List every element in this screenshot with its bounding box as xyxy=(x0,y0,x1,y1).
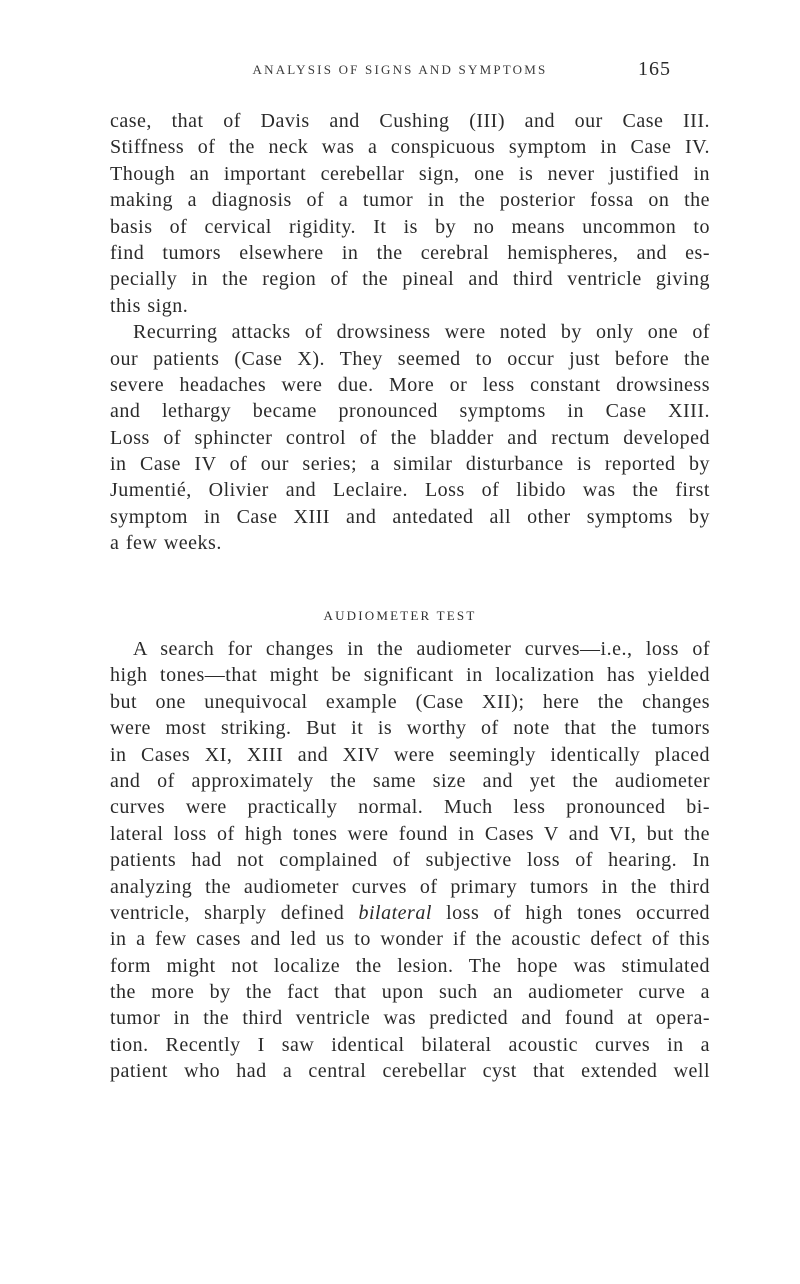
text-line: basis of cervical rigidity. It is by no means uncommon to xyxy=(110,215,710,238)
paragraph xyxy=(110,319,710,557)
text-line: and of approximately the same size and yet the audiometer xyxy=(110,769,710,792)
text-line: Jumentié, Olivier and Leclaire. Loss of libido was the first xyxy=(110,479,710,502)
text-line: curves were practically normal. Much less pronounced bi- xyxy=(110,796,710,819)
running-head: ANALYSIS OF SIGNS AND SYMPTOMS xyxy=(252,62,548,77)
text-segment: loss of high tones occurred xyxy=(431,901,711,924)
text-line: patients had not complained of subjective loss of hearing. In xyxy=(110,849,710,872)
section-heading: AUDIOMETER TEST xyxy=(323,608,477,623)
text-line: A search for changes in the audiometer curves—i.e., loss of xyxy=(133,638,710,660)
italic-term: bilateral xyxy=(358,901,432,924)
paragraph xyxy=(110,636,710,1085)
text-line: high tones—that might be significant in localization has yielded xyxy=(110,664,710,687)
text-line: in Case IV of our series; a similar disturbance is reported by xyxy=(110,453,710,476)
text-line: in a few cases and led us to wonder if the acoustic defect of this xyxy=(110,928,710,951)
text-line: form might not localize the lesion. The hope was stimulated xyxy=(110,954,710,977)
text-line: patient who had a central cerebellar cyst that extended well xyxy=(110,1060,710,1083)
body-text-bottom xyxy=(110,636,710,1085)
text-line: Loss of sphincter control of the bladder and rectum developed xyxy=(110,426,710,449)
page-number: 165 xyxy=(638,58,671,80)
text-line: Stiffness of the neck was a conspicuous symptom in Case IV. xyxy=(110,136,710,159)
text-line: in Cases XI, XIII and XIV were seemingly identically placed xyxy=(110,743,710,766)
text-line: a few weeks. xyxy=(110,532,222,555)
text-line: severe headaches were due. More or less constant drowsiness xyxy=(110,373,710,396)
text-line: pecially in the region of the pineal and third ventricle giving xyxy=(110,268,710,291)
text-line: analyzing the audiometer curves of primary tumors in the third xyxy=(110,875,710,898)
paragraph xyxy=(110,108,710,319)
text-line: find tumors elsewhere in the cerebral hemispheres, and es- xyxy=(110,241,710,264)
body-text-top xyxy=(110,108,710,557)
text-line: case, that of Davis and Cushing (III) and our Case III. xyxy=(110,110,710,132)
text-line: were most striking. But it is worthy of note that the tumors xyxy=(110,717,710,740)
text-line: Though an important cerebellar sign, one is never justified in xyxy=(110,162,710,185)
text-line: but one unequivocal example (Case XII); here the changes xyxy=(110,690,710,713)
text-segment: ventricle, sharply defined xyxy=(110,901,345,924)
text-line: the more by the fact that upon such an audiometer curve a xyxy=(110,981,710,1004)
text-line: Recurring attacks of drowsiness were noted by only one of xyxy=(133,321,710,344)
text-line: symptom in Case XIII and antedated all other symptoms by xyxy=(110,505,710,528)
text-line: tumor in the third ventricle was predicted and found at opera- xyxy=(110,1007,710,1030)
text-line: our patients (Case X). They seemed to occur just before the xyxy=(110,347,710,370)
text-line: making a diagnosis of a tumor in the posterior fossa on the xyxy=(110,189,710,212)
text-line xyxy=(110,900,710,926)
text-line: and lethargy became pronounced symptoms in Case XIII. xyxy=(110,400,710,423)
text-line: this sign. xyxy=(110,294,189,317)
text-line: lateral loss of high tones were found in Cases V and VI, but the xyxy=(110,822,710,845)
text-line: tion. Recently I saw identical bilateral acoustic curves in a xyxy=(110,1033,710,1056)
